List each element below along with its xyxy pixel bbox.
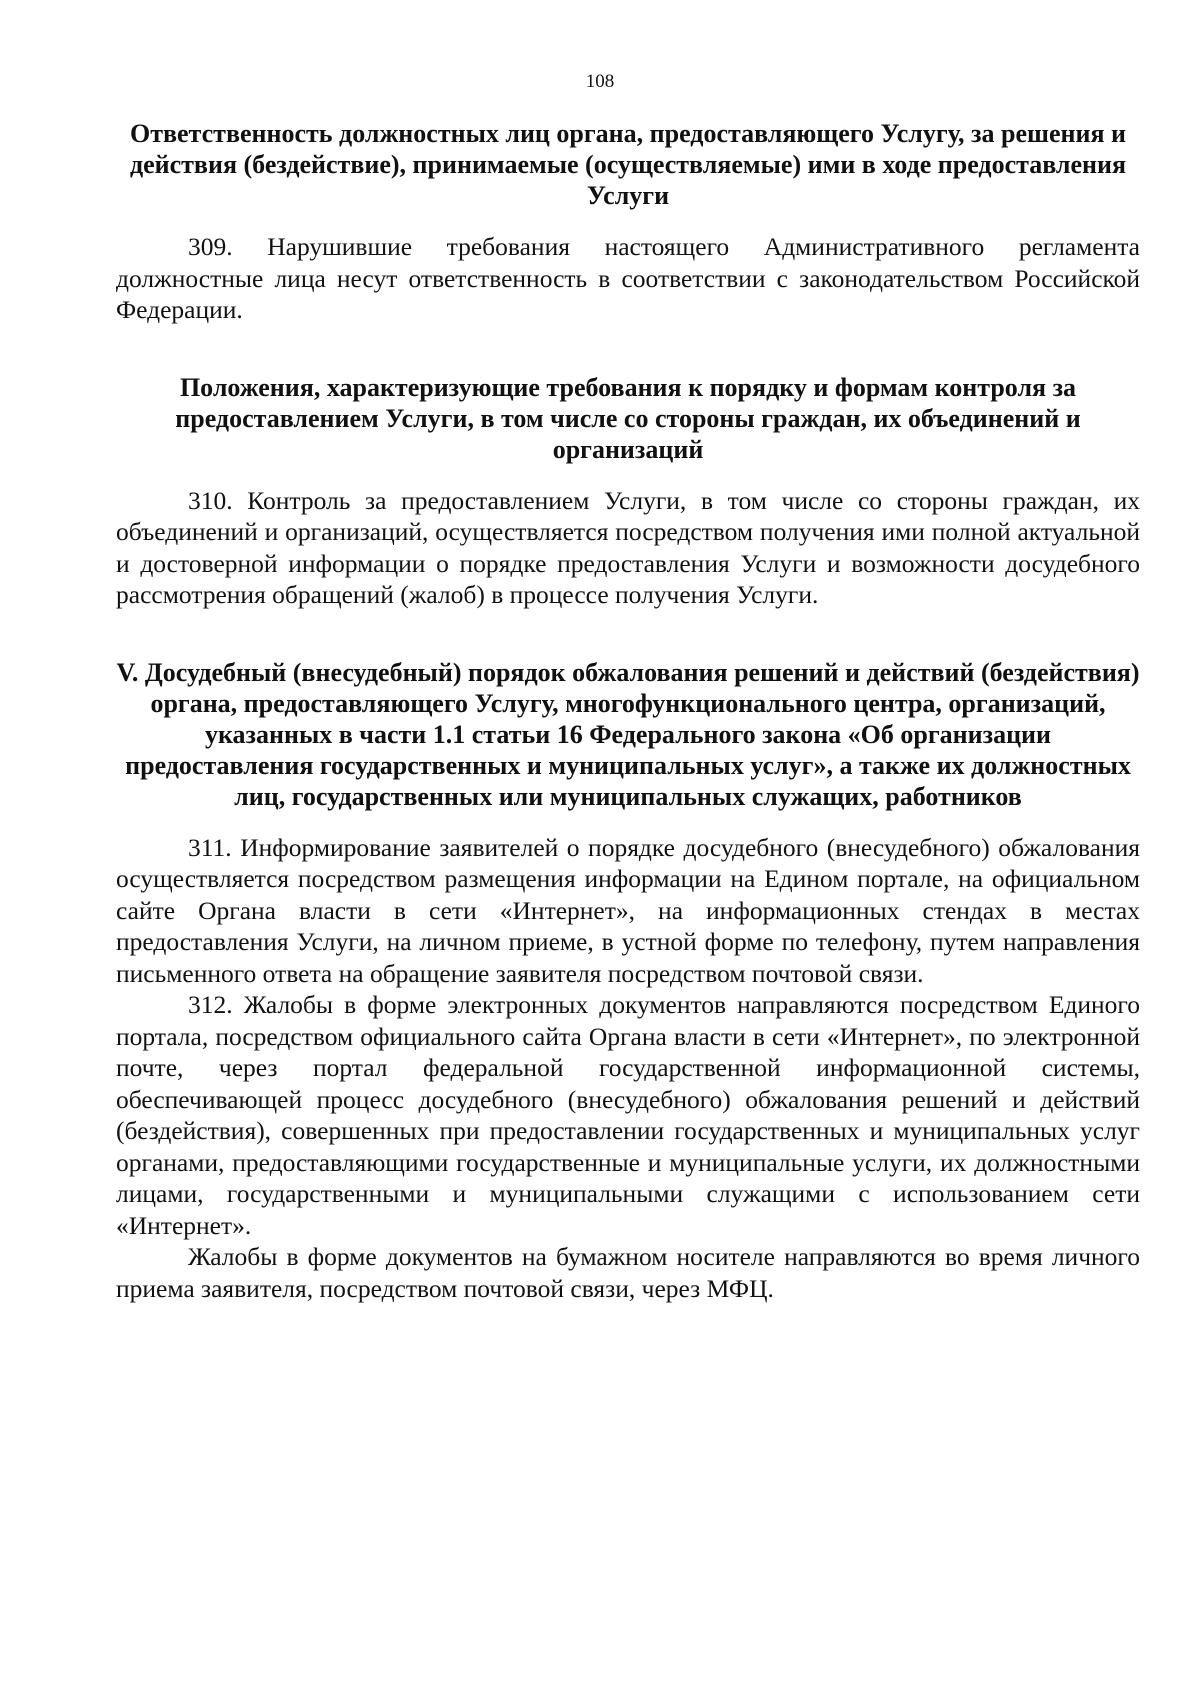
paragraph-312: 312. Жалобы в форме электронных документов направляются посредством Единого портала, посредством официального сайта Органа власти в сети «Интернет», по электронной почте, через портал федеральной государственной информационной системы, обеспечивающей процесс досудебного (внесудебного) обжалования решений и действий (бездействия), совершенных при предоставлении государственных и муниципальных услуг органами, предоставляющими государственные и муниципальные услуги, их должностными лицами, государственными и муниципальными служащими с использованием сети «Интернет». bbox=[116, 990, 1140, 1240]
paragraph-309: 309. Нарушившие требования настоящего Административного регламента должностные лица несут ответственность в соответствии с законодательством Российской Федерации. bbox=[116, 232, 1140, 324]
paragraph-312-paper: Жалобы в форме документов на бумажном носителе направляются во время личного приема заявителя, посредством почтовой связи, через МФЦ. bbox=[116, 1242, 1140, 1303]
heading-control: Положения, характеризующие требования к порядку и формам контроля за предоставлением Услуги, в том числе со стороны граждан, их объединений и организаций bbox=[175, 372, 1081, 464]
paragraph-311: 311. Информирование заявителей о порядке досудебного (внесудебного) обжалования осуществляется посредством размещения информации на Едином портале, на официальном сайте Органа власти в сети «Интернет», на информационных стендах в местах предоставления Услуги, на личном приеме, в устной форме по телефону, путем направления письменного ответа на обращение заявителя посредством почтовой связи. bbox=[116, 832, 1140, 988]
heading-section-v: V. Досудебный (внесудебный) порядок обжалования решений и действий (бездействия) органа, предоставляющего Услугу, многофункционального центра, организаций, указанных в части 1.1 статьи 16 Федерального закона «Об организации предоставления государственных и муниципальных услуг», а также их должностных лиц, государственных или муниципальных служащих, работников bbox=[116, 657, 1140, 811]
page-number: 108 bbox=[585, 71, 615, 92]
paragraph-310: 310. Контроль за предоставлением Услуги, в том числе со стороны граждан, их объединений и организаций, осуществляется посредством получения ими полной актуальной и достоверной информации о порядке предоставления Услуги и возможности досудебного рассмотрения обращений (жалоб) в процессе получения Услуги. bbox=[116, 485, 1140, 609]
heading-responsibility: Ответственность должностных лиц органа, предоставляющего Услугу, за решения и действия (бездействие), принимаемые (осуществляемые) ими в ходе предоставления Услуги bbox=[129, 119, 1127, 210]
page-content bbox=[116, 118, 1140, 1304]
